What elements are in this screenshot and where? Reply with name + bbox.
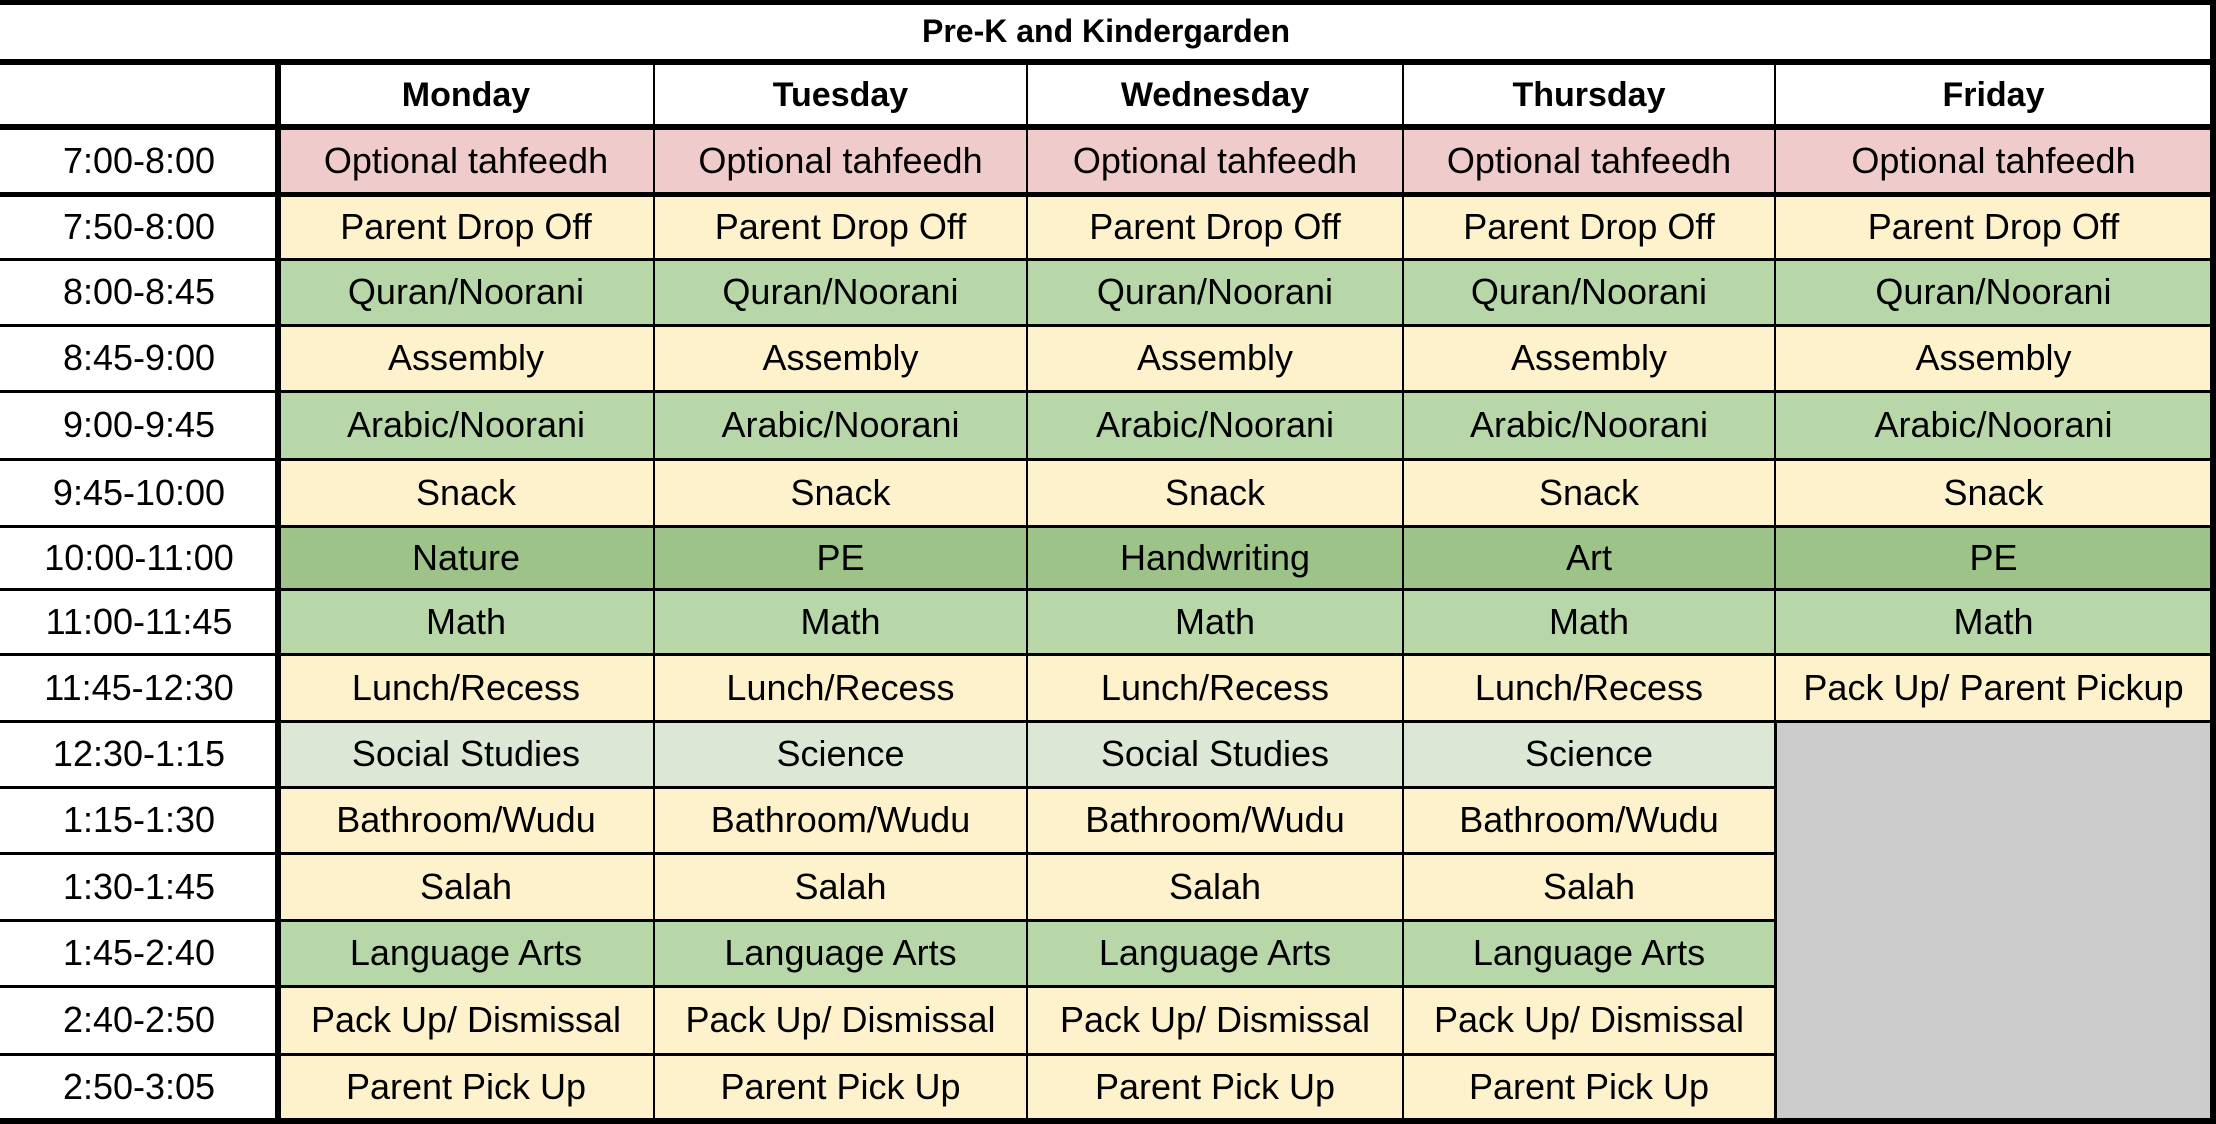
activity-cell-thursday[interactable]: Quran/Noorani [1403,259,1775,325]
friday-unavailable-block [1775,721,2212,1120]
grid-line-horizontal [0,258,2216,261]
activity-cell-thursday[interactable]: Arabic/Noorani [1403,391,1775,459]
day-header-tuesday: Tuesday [654,62,1027,127]
activity-cell-friday[interactable]: PE [1775,526,2212,589]
time-slot: 9:00-9:45 [0,391,278,459]
time-slot: 8:00-8:45 [0,259,278,325]
grid-line-horizontal [0,124,2216,130]
activity-cell-tuesday[interactable]: Assembly [654,325,1027,391]
grid-line-horizontal [0,59,2216,65]
activity-cell-tuesday[interactable]: Parent Drop Off [654,194,1027,259]
time-slot: 1:30-1:45 [0,853,278,920]
time-slot: 8:45-9:00 [0,325,278,391]
activity-cell-monday[interactable]: Nature [278,526,654,589]
activity-cell-thursday[interactable]: Bathroom/Wudu [1403,787,1775,853]
activity-cell-tuesday[interactable]: PE [654,526,1027,589]
time-slot: 12:30-1:15 [0,721,278,787]
activity-cell-tuesday[interactable]: Math [654,589,1027,654]
activity-cell-wednesday[interactable]: Pack Up/ Dismissal [1027,986,1403,1054]
activity-cell-tuesday[interactable]: Lunch/Recess [654,654,1027,721]
time-slot: 7:50-8:00 [0,194,278,259]
activity-cell-monday[interactable]: Optional tahfeedh [278,127,654,194]
time-slot: 7:00-8:00 [0,127,278,194]
grid-line-horizontal [0,1118,2216,1124]
activity-cell-monday[interactable]: Math [278,589,654,654]
grid-line-horizontal [0,324,2216,327]
activity-cell-thursday[interactable]: Snack [1403,459,1775,526]
activity-cell-friday[interactable]: Snack [1775,459,2212,526]
grid-line-vertical [2210,0,2216,1124]
day-header-wednesday: Wednesday [1027,62,1403,127]
grid-line-vertical [1402,62,1404,1124]
activity-cell-thursday[interactable]: Parent Pick Up [1403,1054,1775,1120]
activity-cell-friday[interactable]: Optional tahfeedh [1775,127,2212,194]
activity-cell-monday[interactable]: Salah [278,853,654,920]
activity-cell-thursday[interactable]: Salah [1403,853,1775,920]
time-slot: 9:45-10:00 [0,459,278,526]
activity-cell-friday[interactable]: Parent Drop Off [1775,194,2212,259]
activity-cell-tuesday[interactable]: Salah [654,853,1027,920]
activity-cell-friday[interactable]: Pack Up/ Parent Pickup [1775,654,2212,721]
activity-cell-tuesday[interactable]: Bathroom/Wudu [654,787,1027,853]
activity-cell-wednesday[interactable]: Social Studies [1027,721,1403,787]
schedule-title: Pre-K and Kindergarden [0,0,2212,62]
grid-line-horizontal [0,525,2216,528]
grid-line-horizontal [0,588,2216,591]
grid-line-horizontal [0,390,2216,393]
activity-cell-wednesday[interactable]: Handwriting [1027,526,1403,589]
activity-cell-wednesday[interactable]: Bathroom/Wudu [1027,787,1403,853]
grid-line-horizontal [0,1053,1775,1056]
activity-cell-wednesday[interactable]: Optional tahfeedh [1027,127,1403,194]
activity-cell-thursday[interactable]: Pack Up/ Dismissal [1403,986,1775,1054]
time-slot: 2:50-3:05 [0,1054,278,1120]
activity-cell-monday[interactable]: Arabic/Noorani [278,391,654,459]
activity-cell-wednesday[interactable]: Language Arts [1027,920,1403,986]
activity-cell-wednesday[interactable]: Parent Pick Up [1027,1054,1403,1120]
grid-line-horizontal [0,786,1775,789]
activity-cell-thursday[interactable]: Language Arts [1403,920,1775,986]
activity-cell-tuesday[interactable]: Science [654,721,1027,787]
activity-cell-monday[interactable]: Language Arts [278,920,654,986]
activity-cell-monday[interactable]: Parent Drop Off [278,194,654,259]
activity-cell-monday[interactable]: Parent Pick Up [278,1054,654,1120]
day-header-monday: Monday [278,62,654,127]
activity-cell-monday[interactable]: Lunch/Recess [278,654,654,721]
activity-cell-wednesday[interactable]: Quran/Noorani [1027,259,1403,325]
time-slot: 1:15-1:30 [0,787,278,853]
activity-cell-wednesday[interactable]: Arabic/Noorani [1027,391,1403,459]
activity-cell-wednesday[interactable]: Math [1027,589,1403,654]
time-slot: 11:45-12:30 [0,654,278,721]
activity-cell-thursday[interactable]: Parent Drop Off [1403,194,1775,259]
day-header-friday: Friday [1775,62,2212,127]
activity-cell-monday[interactable]: Pack Up/ Dismissal [278,986,654,1054]
activity-cell-wednesday[interactable]: Snack [1027,459,1403,526]
grid-line-horizontal [0,458,2216,461]
activity-cell-thursday[interactable]: Assembly [1403,325,1775,391]
grid-line-horizontal [0,985,1775,988]
activity-cell-monday[interactable]: Quran/Noorani [278,259,654,325]
activity-cell-wednesday[interactable]: Salah [1027,853,1403,920]
time-slot: 10:00-11:00 [0,526,278,589]
grid-line-horizontal [0,653,2216,656]
activity-cell-wednesday[interactable]: Lunch/Recess [1027,654,1403,721]
grid-line-horizontal [0,192,2216,197]
activity-cell-monday[interactable]: Assembly [278,325,654,391]
time-slot: 1:45-2:40 [0,920,278,986]
activity-cell-monday[interactable]: Bathroom/Wudu [278,787,654,853]
activity-cell-thursday[interactable]: Science [1403,721,1775,787]
activity-cell-tuesday[interactable]: Arabic/Noorani [654,391,1027,459]
activity-cell-friday[interactable]: Quran/Noorani [1775,259,2212,325]
header-corner-blank [0,62,278,127]
activity-cell-wednesday[interactable]: Assembly [1027,325,1403,391]
grid-line-horizontal [0,720,2216,723]
activity-cell-tuesday[interactable]: Parent Pick Up [654,1054,1027,1120]
activity-cell-tuesday[interactable]: Quran/Noorani [654,259,1027,325]
activity-cell-friday[interactable]: Math [1775,589,2212,654]
activity-cell-tuesday[interactable]: Language Arts [654,920,1027,986]
time-slot: 2:40-2:50 [0,986,278,1054]
activity-cell-thursday[interactable]: Lunch/Recess [1403,654,1775,721]
grid-line-horizontal [0,0,2216,5]
day-header-thursday: Thursday [1403,62,1775,127]
activity-cell-monday[interactable]: Snack [278,459,654,526]
activity-cell-thursday[interactable]: Art [1403,526,1775,589]
activity-cell-thursday[interactable]: Math [1403,589,1775,654]
grid-line-horizontal [0,919,1775,922]
activity-cell-tuesday[interactable]: Optional tahfeedh [654,127,1027,194]
grid-line-vertical [1774,721,1777,1124]
time-slot: 11:00-11:45 [0,589,278,654]
activity-cell-friday[interactable]: Assembly [1775,325,2212,391]
activity-cell-tuesday[interactable]: Snack [654,459,1027,526]
grid-line-horizontal [0,852,1775,855]
activity-cell-friday[interactable]: Arabic/Noorani [1775,391,2212,459]
grid-line-vertical [275,62,281,1124]
activity-cell-wednesday[interactable]: Parent Drop Off [1027,194,1403,259]
activity-cell-monday[interactable]: Social Studies [278,721,654,787]
activity-cell-tuesday[interactable]: Pack Up/ Dismissal [654,986,1027,1054]
grid-line-vertical [1026,62,1028,1124]
activity-cell-thursday[interactable]: Optional tahfeedh [1403,127,1775,194]
grid-line-vertical [653,62,655,1124]
